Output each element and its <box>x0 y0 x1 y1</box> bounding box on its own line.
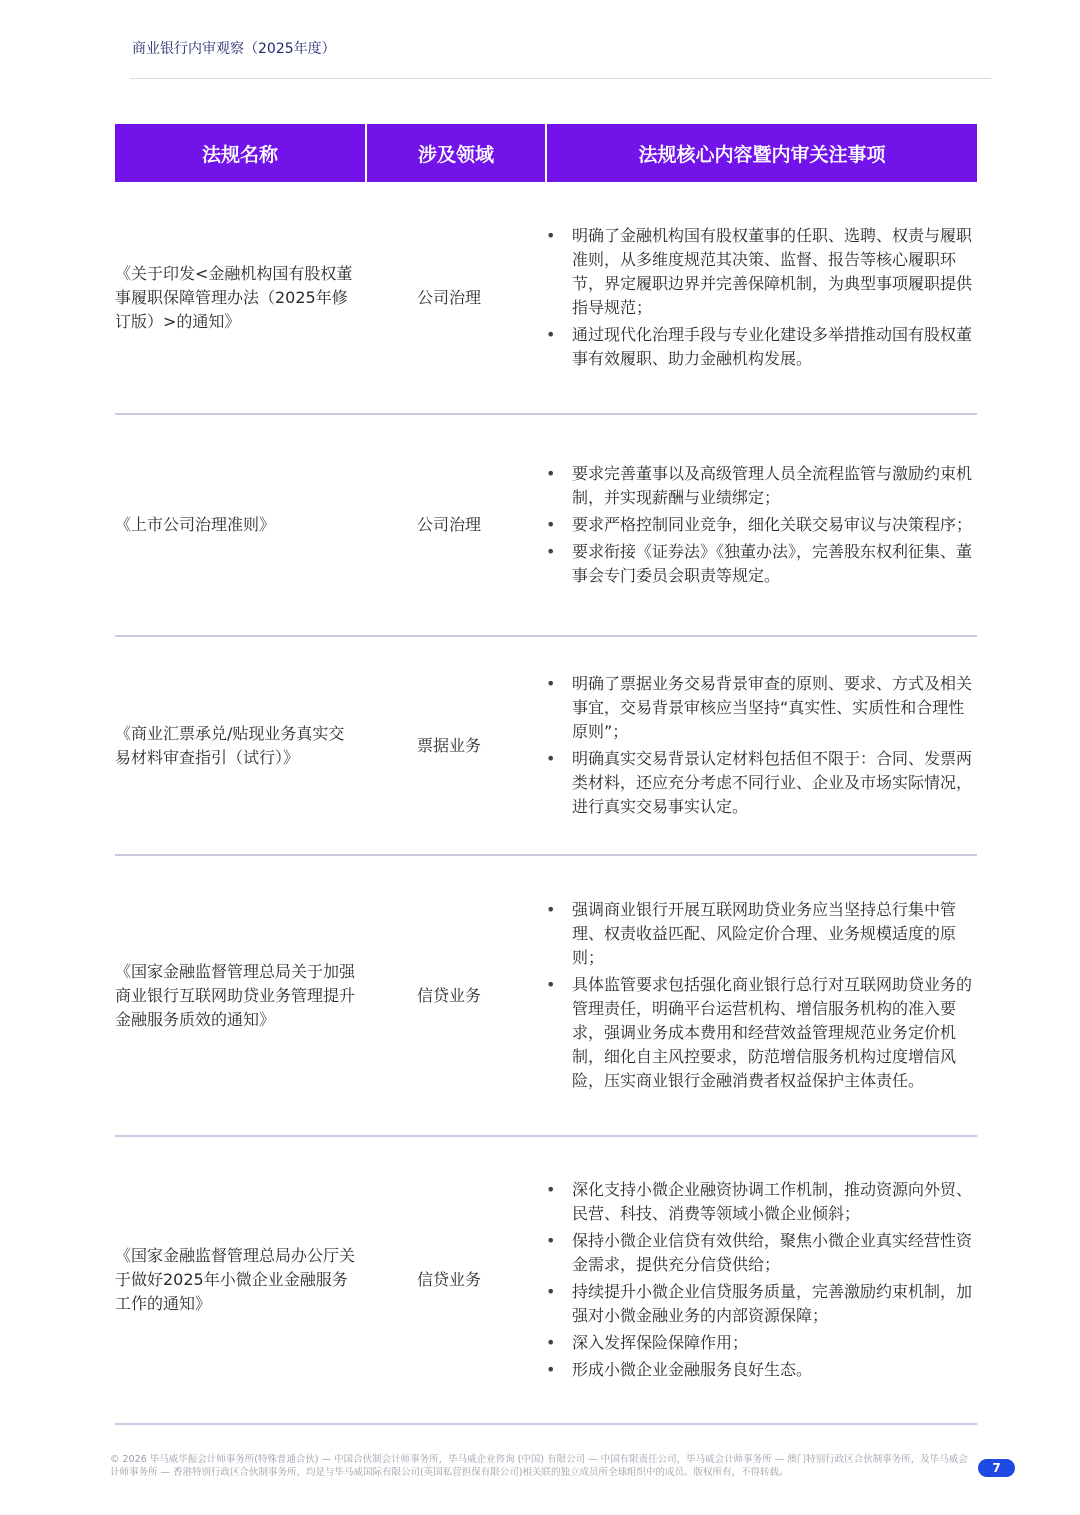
notes-list <box>546 672 977 819</box>
table-row <box>115 414 977 636</box>
table-row <box>115 182 977 414</box>
column-header-field: 涉及领域 <box>366 124 546 182</box>
core-content-cell <box>546 1136 977 1424</box>
core-content-cell <box>546 182 977 414</box>
core-content-cell <box>546 414 977 636</box>
table-row <box>115 1136 977 1424</box>
regulations-table <box>115 124 977 1425</box>
note-item: • 深入发挥保险保障作用； <box>572 1331 977 1355</box>
field-cell: 票据业务 <box>366 636 546 855</box>
note-item: • 要求严格控制同业竞争，细化关联交易审议与决策程序； <box>572 513 977 537</box>
core-content-cell <box>546 636 977 855</box>
note-item: • 要求衔接《证券法》《独董办法》，完善股东权利征集、董事会专门委员会职责等规定。 <box>572 540 977 588</box>
table-row <box>115 636 977 855</box>
footer-copyright: © 2026 毕马威华振会计师事务所(特殊普通合伙) — 中国合伙制会计师事务所，毕马威企业咨询 (中国) 有限公司 — 中国有限责任公司，毕马威会计师事务所 — 澳门特别行政区合伙制事务所，及毕马威会计师事务所 — 香港特别行政区合伙制事务所，均是与毕马威国际有限公司(英国私营担保有限公司)相关联的独立成员所全球组织中的成员。版权所有，不得转载。 <box>110 1454 968 1478</box>
page-number-badge: 7 <box>978 1459 1015 1477</box>
regulation-name-cell: 《商业汇票承兑/贴现业务真实交易材料审查指引（试行）》 <box>115 636 366 855</box>
note-item: • 明确了票据业务交易背景审查的原则、要求、方式及相关事宜，交易背景审核应当坚持“真实性、实质性和合理性原则”； <box>572 672 977 744</box>
header-divider <box>130 78 991 79</box>
note-item: • 明确了金融机构国有股权董事的任职、选聘、权责与履职准则，从多维度规范其决策、监督、报告等核心履职环节，界定履职边界并完善保障机制，为典型事项履职提供指导规范； <box>572 224 977 320</box>
table-row <box>115 855 977 1136</box>
note-item: • 持续提升小微企业信贷服务质量，完善激励约束机制，加强对小微金融业务的内部资源保障； <box>572 1280 977 1328</box>
regulation-name-cell: 《上市公司治理准则》 <box>115 414 366 636</box>
field-cell: 信贷业务 <box>366 855 546 1136</box>
note-item: • 明确真实交易背景认定材料包括但不限于：合同、发票两类材料，还应充分考虑不同行业、企业及市场实际情况，进行真实交易事实认定。 <box>572 747 977 819</box>
column-header-core-content: 法规核心内容暨内审关注事项 <box>546 124 977 182</box>
notes-list <box>546 898 977 1093</box>
regulation-name-cell: 《国家金融监督管理总局办公厅关于做好2025年小微企业金融服务工作的通知》 <box>115 1136 366 1424</box>
column-header-regulation-name: 法规名称 <box>115 124 366 182</box>
regulation-name-cell: 《关于印发<金融机构国有股权董事履职保障管理办法（2025年修订版）>的通知》 <box>115 182 366 414</box>
field-cell: 公司治理 <box>366 182 546 414</box>
note-item: • 要求完善董事以及高级管理人员全流程监管与激励约束机制，并实现薪酬与业绩绑定； <box>572 462 977 510</box>
note-item: • 强调商业银行开展互联网助贷业务应当坚持总行集中管理、权责收益匹配、风险定价合理、业务规模适度的原则； <box>572 898 977 970</box>
note-item: • 通过现代化治理手段与专业化建设多举措推动国有股权董事有效履职、助力金融机构发展。 <box>572 323 977 371</box>
note-item: • 形成小微企业金融服务良好生态。 <box>572 1358 977 1382</box>
note-item: • 具体监管要求包括强化商业银行总行对互联网助贷业务的管理责任，明确平台运营机构、增信服务机构的准入要求，强调业务成本费用和经营效益管理规范业务定价机制，细化自主风控要求，防范增信服务机构过度增信风险，压实商业银行金融消费者权益保护主体责任。 <box>572 973 977 1093</box>
core-content-cell <box>546 855 977 1136</box>
notes-list <box>546 462 977 588</box>
notes-list <box>546 1178 977 1382</box>
document-header-title: 商业银行内审观察（2025年度） <box>132 41 336 57</box>
field-cell: 信贷业务 <box>366 1136 546 1424</box>
note-item: • 深化支持小微企业融资协调工作机制，推动资源向外贸、民营、科技、消费等领域小微企业倾斜； <box>572 1178 977 1226</box>
regulation-name-cell: 《国家金融监督管理总局关于加强商业银行互联网助贷业务管理提升金融服务质效的通知》 <box>115 855 366 1136</box>
table-header-row <box>115 124 977 182</box>
note-item: • 保持小微企业信贷有效供给，聚焦小微企业真实经营性资金需求，提供充分信贷供给； <box>572 1229 977 1277</box>
field-cell: 公司治理 <box>366 414 546 636</box>
notes-list <box>546 224 977 371</box>
